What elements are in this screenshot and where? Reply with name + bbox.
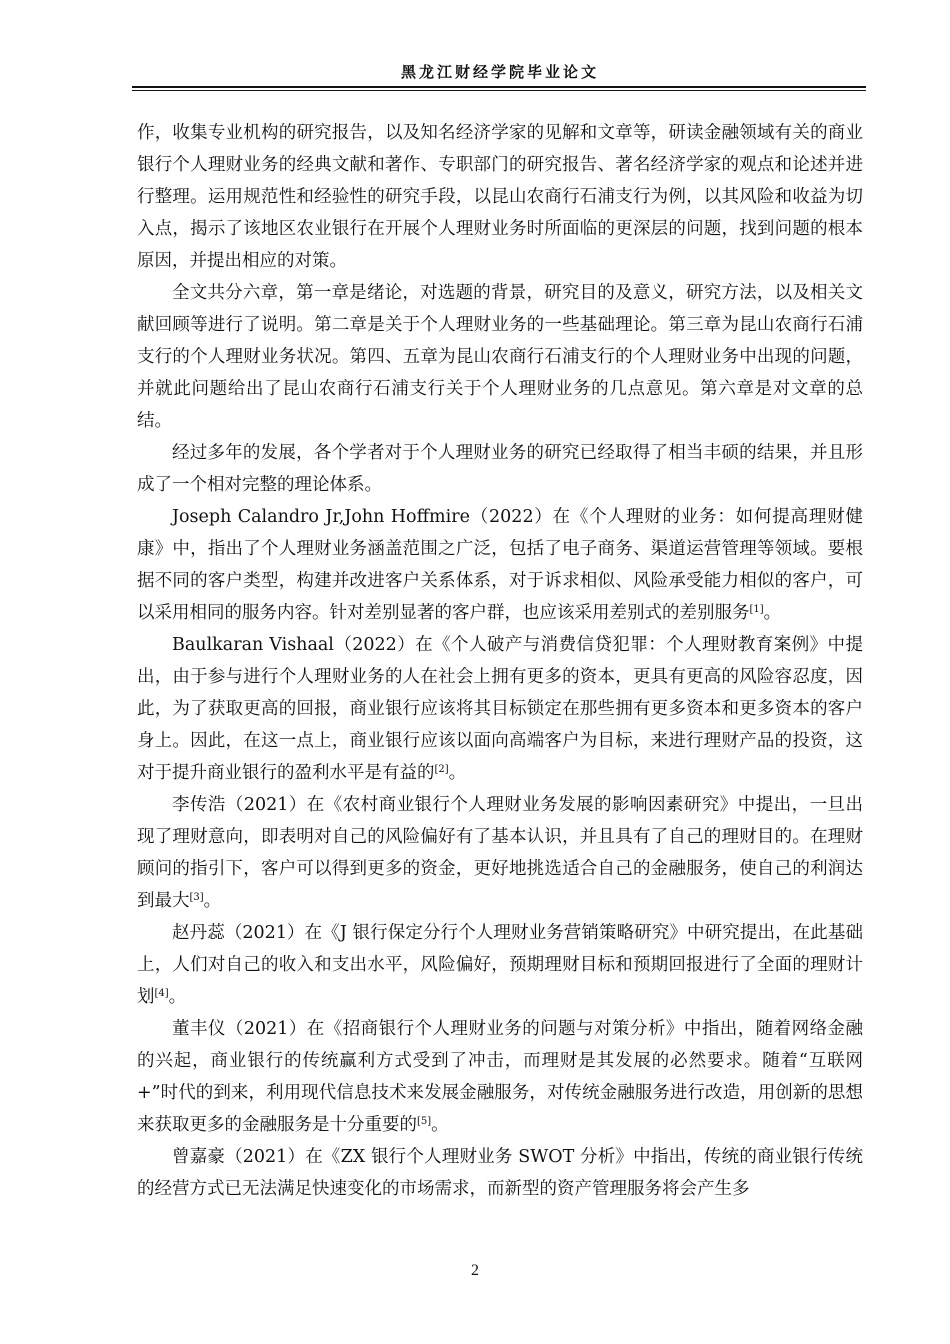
header-rule xyxy=(132,86,866,91)
paragraph-text: 经过多年的发展，各个学者对于个人理财业务的研究已经取得了相当丰硕的结果，并且形成了一个相对完整的理论体系。 xyxy=(137,443,863,495)
paragraph-text: 赵丹蕊（2021）在《J 银行保定分行个人理财业务营销策略研究》中研究提出，在此基础上，人们对自己的收入和支出水平，风险偏好，预期理财目标和预期回报进行了全面的理财计划 xyxy=(137,923,863,1007)
citation-marker[interactable]: [2] xyxy=(434,764,449,775)
paragraph-literature-zeng xyxy=(137,1141,863,1205)
paragraph-text: Baulkaran Vishaal（2022）在《个人破产与消费信贷犯罪：个人理财教育案例》中提出，由于参与进行个人理财业务的人在社会上拥有更多的资本，更具有更高的风险容忍度，因此，为了获取更高的回报，商业银行应该将其目标锁定在那些拥有更多资本和更多资本的客户身上。因此，在这一点上，商业银行应该以面向高端客户为目标，来进行理财产品的投资，这对于提升商业银行的盈利水平是有益的 xyxy=(137,635,863,783)
paragraph-literature-dong xyxy=(137,1013,863,1141)
paragraph-end-punctuation: 。 xyxy=(448,763,467,783)
citation-marker[interactable]: [3] xyxy=(189,892,204,903)
paragraph-literature-baulkaran xyxy=(137,629,863,789)
citation-marker[interactable]: [1] xyxy=(749,604,764,615)
paragraph-chapter-overview xyxy=(137,277,863,437)
body-text xyxy=(137,117,863,1205)
paragraph-literature-zhao xyxy=(137,917,863,1013)
paragraph-literature-intro xyxy=(137,437,863,501)
paragraph-text: 曾嘉豪（2021）在《ZX 银行个人理财业务 SWOT 分析》中指出，传统的商业银行传统的经营方式已无法满足快速变化的市场需求，而新型的资产管理服务将会产生多 xyxy=(137,1147,863,1199)
paragraph-end-punctuation: 。 xyxy=(763,603,782,623)
page-number: 2 xyxy=(471,1262,479,1279)
paragraph-literature-li xyxy=(137,789,863,917)
paragraph-text: 作，收集专业机构的研究报告，以及知名经济学家的见解和文章等，研读金融领域有关的商业银行个人理财业务的经典文献和著作、专职部门的研究报告、著名经济学家的观点和论述并进行整理。运用规范性和经验性的研究手段，以昆山农商行石浦支行为例，以其风险和收益为切入点，揭示了该地区农业银行在开展个人理财业务时所面临的更深层的问题，找到问题的根本原因，并提出相应的对策。 xyxy=(137,123,863,271)
paragraph-text: 李传浩（2021）在《农村商业银行个人理财业务发展的影响因素研究》中提出，一旦出现了理财意向，即表明对自己的风险偏好有了基本认识，并且具有了自己的理财目的。在理财顾问的指引下，客户可以得到更多的资金，更好地挑选适合自己的金融服务，使自己的利润达到最大 xyxy=(137,795,863,911)
paragraph-text: 董丰仪（2021）在《招商银行个人理财业务的问题与对策分析》中指出，随着网络金融的兴起，商业银行的传统赢利方式受到了冲击，而理财是其发展的必然要求。随着“互联网+”时代的到来，利用现代信息技术来发展金融服务，对传统金融服务进行改造，用创新的思想来获取更多的金融服务是十分重要的 xyxy=(137,1019,863,1135)
paragraph-text: Joseph Calandro Jr,John Hoffmire（2022）在《个人理财的业务：如何提高理财健康》中，指出了个人理财业务涵盖范围之广泛，包括了电子商务、渠道运营管理等领域。要根据不同的客户类型，构建并改进客户关系体系，对于诉求相似、风险承受能力相似的客户，可以采用相同的服务内容。针对差别显著的客户群，也应该采用差别式的差别服务 xyxy=(137,507,863,623)
running-header: 黑龙江财经学院毕业论文 xyxy=(400,63,599,81)
paragraph-methods-continued xyxy=(137,117,863,277)
paragraph-text: 全文共分六章，第一章是绪论，对选题的背景，研究目的及意义，研究方法，以及相关文献回顾等进行了说明。第二章是关于个人理财业务的一些基础理论。第三章为昆山农商行石浦支行的个人理财业务状况。第四、五章为昆山农商行石浦支行的个人理财业务中出现的问题，并就此问题给出了昆山农商行石浦支行关于个人理财业务的几点意见。第六章是对文章的总结。 xyxy=(137,283,863,431)
paragraph-end-punctuation: 。 xyxy=(203,891,222,911)
citation-marker[interactable]: [4] xyxy=(154,988,169,999)
paragraph-end-punctuation: 。 xyxy=(431,1115,449,1135)
paragraph-literature-calandro xyxy=(137,501,863,629)
paragraph-end-punctuation: 。 xyxy=(168,987,187,1007)
citation-marker[interactable]: [5] xyxy=(417,1116,432,1127)
